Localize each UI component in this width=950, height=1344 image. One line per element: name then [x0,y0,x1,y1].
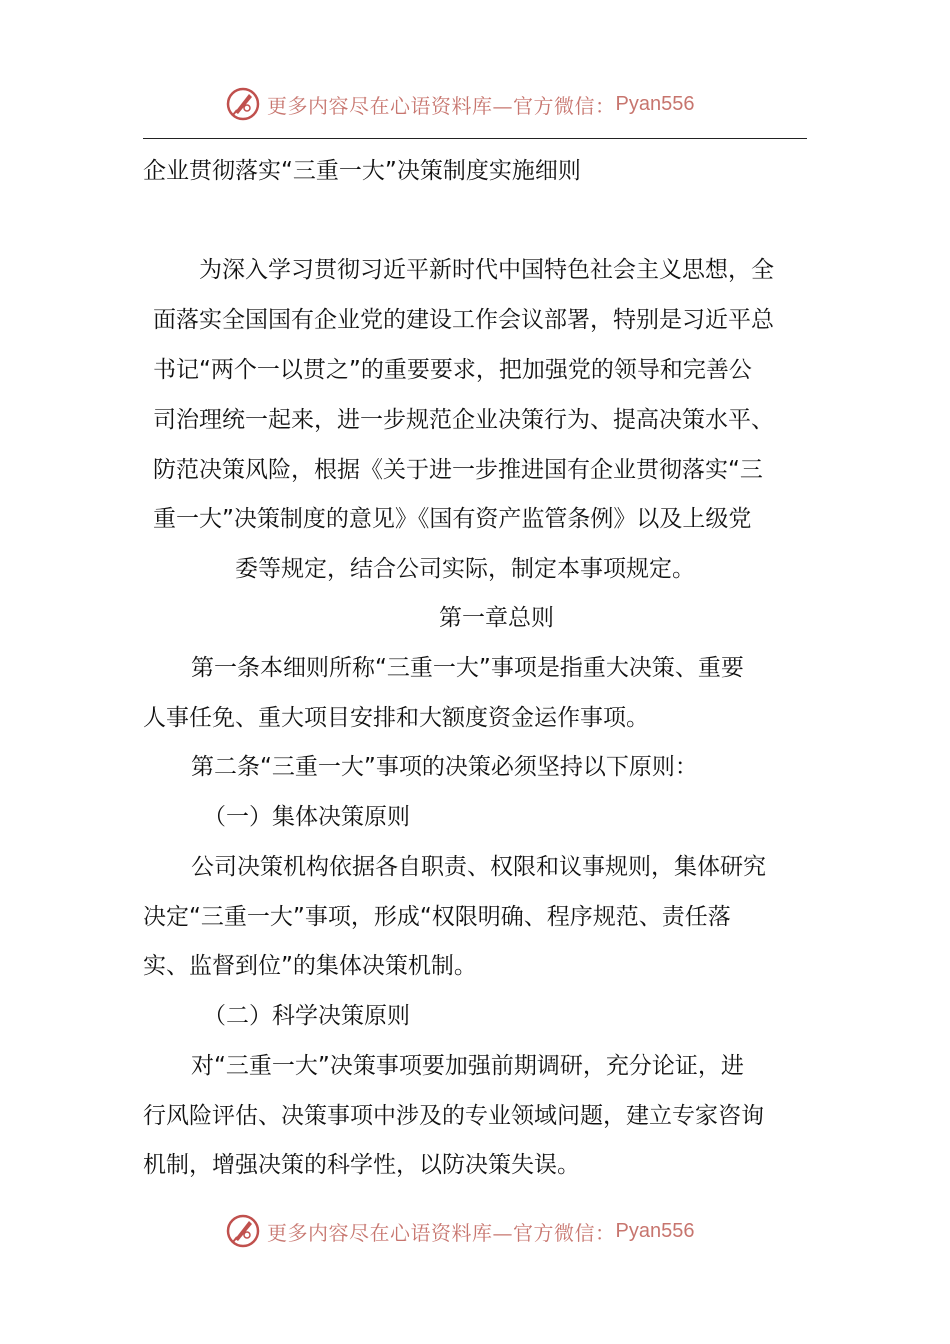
article-line: 人事任免、重大项目安排和大额度资金运作事项。 [143,705,649,731]
watermark-id: Pyan556 [615,1219,695,1242]
article-line: 机制，增强决策的科学性，以防决策失误。 [143,1152,580,1178]
chapter-heading: 第一章总则 [439,605,554,631]
intro-line: 委等规定，结合公司实际，制定本事项规定。 [235,556,695,582]
quill-logo-icon [225,1213,261,1249]
article-line: 实、监督到位”的集体决策机制。 [143,953,477,979]
article-line: 第二条“三重一大”事项的决策必须坚持以下原则： [191,754,698,780]
footer-watermark [225,1211,694,1251]
article-line: 公司决策机构依据各自职责、权限和议事规则，集体研究 [191,854,766,880]
quill-logo-icon [225,86,261,122]
intro-line: 防范决策风险，根据《关于进一步推进国有企业贯彻落实“三 [153,457,763,483]
watermark-id: Pyan556 [615,92,695,115]
watermark-text: 更多内容尽在心语资料库—官方微信： [267,1220,616,1245]
intro-line: 为深入学习贯彻习近平新时代中国特色社会主义思想，全 [199,257,774,283]
article-line: 对“三重一大”决策事项要加强前期调研，充分论证，进 [191,1053,744,1079]
principle-heading: （二）科学决策原则 [203,1003,410,1029]
intro-line: 重一大”决策制度的意见》《国有资产监管条例》以及上级党 [153,506,752,532]
article-line: 第一条本细则所称“三重一大”事项是指重大决策、重要 [191,655,744,681]
intro-line: 书记“两个一以贯之”的重要要求，把加强党的领导和完善公 [153,357,752,383]
header-watermark [225,84,694,124]
intro-line: 司治理统一起来，进一步规范企业决策行为、提高决策水平、 [153,407,774,433]
article-line: 行风险评估、决策事项中涉及的专业领域问题，建立专家咨询 [143,1103,764,1129]
document-title: 企业贯彻落实“三重一大”决策制度实施细则 [143,158,581,184]
watermark-text: 更多内容尽在心语资料库—官方微信： [267,93,616,118]
principle-heading: （一）集体决策原则 [203,804,410,830]
article-line: 决定“三重一大”事项，形成“权限明确、程序规范、责任落 [143,904,731,930]
intro-line: 面落实全国国有企业党的建设工作会议部署，特别是习近平总 [153,307,774,333]
header-divider [143,138,807,139]
